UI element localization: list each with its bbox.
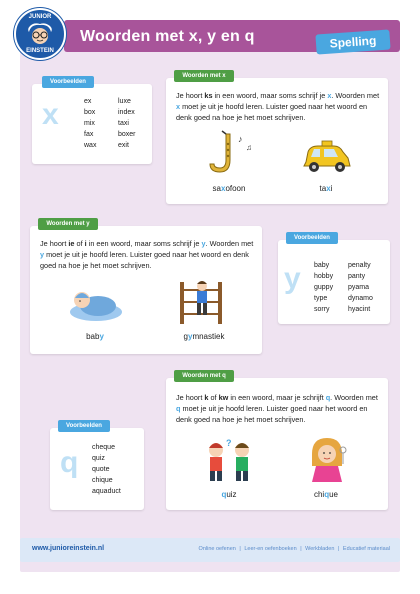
y-examples-col2 <box>348 260 373 315</box>
x-explanation-text: Je hoort ks in een woord, maar soms schrijf je x. Woorden met x moet je uit je hoofd leren. Luister goed naar het woord en denk goed na hoe je het moet schrijven. <box>176 91 380 122</box>
footer-link-online-oefenen[interactable]: Online oefenen <box>198 546 236 552</box>
footer-separator: | <box>239 546 241 552</box>
y-example-word: dynamo <box>348 295 373 302</box>
gymnast-icon <box>176 278 226 326</box>
footer-link-educatief-materiaal[interactable]: Educatief materiaal <box>342 546 390 552</box>
x-example-word: box <box>84 109 96 116</box>
y-example-word: pyama <box>348 284 370 291</box>
q-example-word: chique <box>92 477 113 484</box>
x-example-word: wax <box>84 142 97 149</box>
q-example-word: quote <box>92 466 110 473</box>
einstein-face-icon <box>26 23 54 45</box>
chique-lady-icon <box>302 436 352 484</box>
x-example-word: fax <box>84 131 94 138</box>
svg-text:♪: ♪ <box>238 134 243 144</box>
logo-text-bottom: EINSTEIN <box>26 48 54 54</box>
x-example-word: boxer <box>118 131 136 138</box>
footer-bar <box>20 538 400 562</box>
junior-einstein-logo <box>14 8 66 60</box>
y-explanation-text: Je hoort ie of i in een woord, maar soms schrijf je y. Woorden met y moet je uit je hoofd leren. Luister goed naar het woord en denk goed na hoe je het moet schrijven. <box>40 239 254 270</box>
q-explanation-text: Je hoort k of kw in een woord, maar je schrijft q. Woorden met q moet je uit je hoofd leren. Luister goed naar het woord en denk goed na hoe je het moet schrijven. <box>176 393 378 424</box>
y-example-word: sorry <box>314 306 330 313</box>
y-example-word: hobby <box>314 273 334 280</box>
y-example-word: hyacint <box>348 306 371 313</box>
x-explanation-card <box>166 73 388 204</box>
q-example-word: cheque <box>92 444 115 451</box>
x-example-word: index <box>118 109 135 116</box>
footer-url-link[interactable]: www.junioreinstein.nl <box>32 545 105 552</box>
y-examples-card <box>278 235 390 324</box>
q-examples-col1 <box>92 442 121 497</box>
y-explanation-card <box>30 221 262 354</box>
chique-caption: chique <box>313 490 339 499</box>
y-example-word: penalty <box>348 262 371 269</box>
y-examples-col1 <box>314 260 333 315</box>
x-examples-col1 <box>84 96 96 151</box>
q-example-word: aquaduct <box>92 488 121 495</box>
x-example-word: mix <box>84 120 95 127</box>
spelling-tag: Spelling <box>315 29 390 54</box>
y-example-word: baby <box>314 262 330 269</box>
quiz-caption: quiz <box>221 490 237 499</box>
y-examples-label: Voorbeelden <box>286 232 338 244</box>
gymnastiek-caption: gymnastiek <box>183 332 225 341</box>
y-example-word: guppy <box>314 284 334 291</box>
x-examples-label: Voorbeelden <box>42 76 94 88</box>
taxi-caption: taxi <box>319 184 333 193</box>
x-examples-col2 <box>118 96 136 151</box>
x-example-word: exit <box>118 142 129 149</box>
x-example-word: taxi <box>118 120 129 127</box>
q-explanation-card <box>166 373 388 510</box>
footer-separator: | <box>337 546 340 552</box>
baby-caption: baby <box>86 332 104 341</box>
svg-text:?: ? <box>226 438 232 448</box>
saxophone-icon <box>204 130 256 176</box>
footer-separator: | <box>300 546 302 552</box>
footer-link-oefenboeken[interactable]: Leer-en oefenboeken <box>244 546 297 552</box>
logo-text-top: JUNIOR <box>28 14 52 20</box>
saxofoon-caption: saxofoon <box>212 184 246 193</box>
y-example-word: panty <box>348 273 366 280</box>
y-section-label: Woorden met y <box>38 218 98 230</box>
x-example-word: luxe <box>118 98 131 105</box>
x-examples-card <box>32 79 152 164</box>
quiz-kids-icon <box>200 436 258 484</box>
page-title: Woorden met x, y en q <box>80 28 255 45</box>
taxi-icon <box>300 140 354 174</box>
q-example-word: quiz <box>92 455 105 462</box>
x-section-label: Woorden met x <box>174 70 234 82</box>
x-example-word: ex <box>84 98 92 105</box>
q-examples-label: Voorbeelden <box>58 420 110 432</box>
q-big-letter: q <box>60 446 79 479</box>
svg-text:♫: ♫ <box>246 143 252 152</box>
q-section-label: Woorden met q <box>174 370 234 382</box>
q-examples-card <box>50 423 144 510</box>
baby-icon <box>68 284 124 324</box>
y-example-word: type <box>314 295 328 302</box>
x-big-letter: x <box>42 98 59 131</box>
y-big-letter: y <box>284 262 301 295</box>
footer-link-werkbladen[interactable]: Werkbladen <box>305 546 335 552</box>
footer-links <box>197 546 390 552</box>
